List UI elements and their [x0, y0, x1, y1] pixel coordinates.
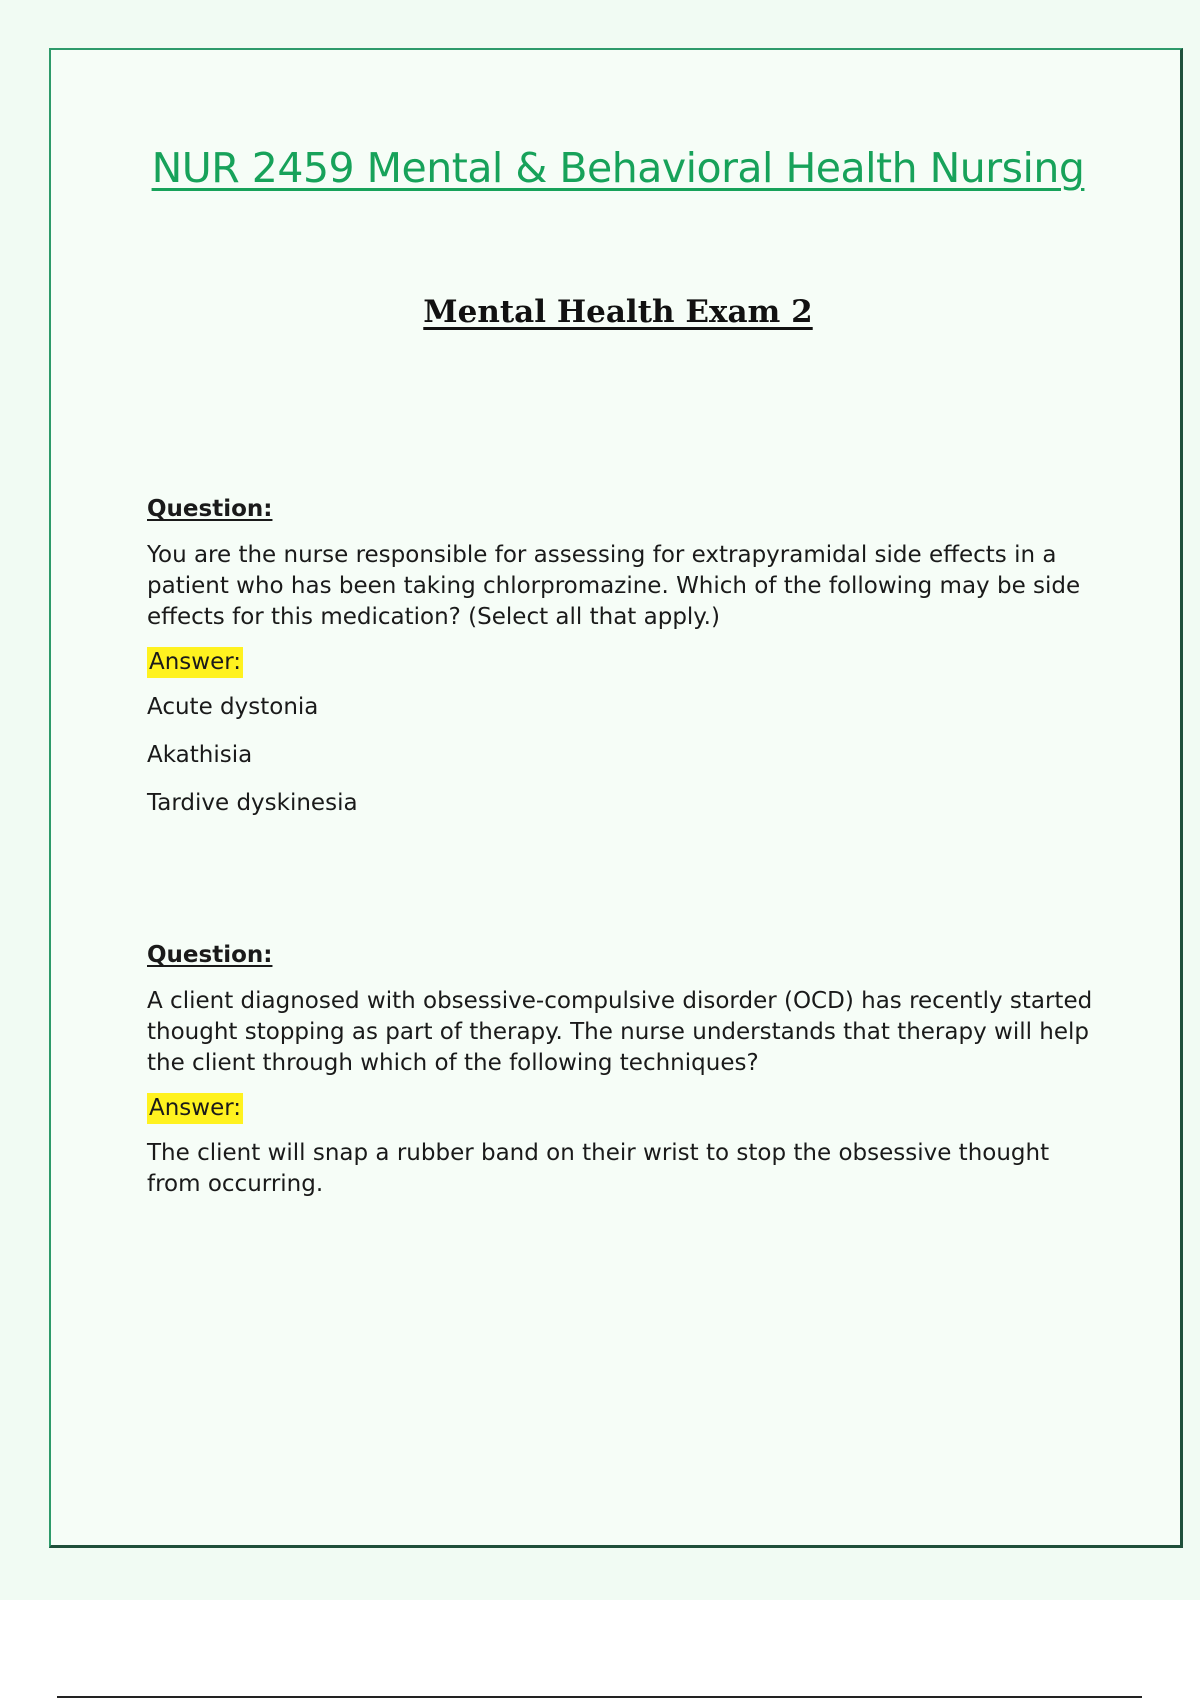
answer-item: Acute dystonia: [147, 694, 319, 720]
question-block-1: [147, 494, 1107, 836]
course-title: NUR 2459 Mental & Behavioral Health Nursing: [151, 144, 1085, 192]
answer-item: The client will snap a rubber band on their wrist to stop the obsessive thought from occurring.: [147, 1140, 1050, 1197]
answer-label: Answer:: [147, 647, 243, 678]
answer-item: Tardive dyskinesia: [147, 790, 358, 816]
answer-label: Answer:: [147, 1093, 243, 1124]
footer-divider: [57, 1696, 1142, 1698]
question-text: You are the nurse responsible for assessing for extrapyramidal side effects in a patient who has been taking chlorpromazine. Which of the following may be side effects for this medication? (Select all that apply.): [147, 542, 1081, 630]
exam-title: Mental Health Exam 2: [423, 294, 813, 330]
question-label: Question:: [147, 942, 273, 968]
question-block-2: [147, 940, 1107, 1217]
question-text: A client diagnosed with obsessive-compulsive disorder (OCD) has recently started thought stopping as part of therapy. The nurse understands that therapy will help the client through which of the following techniques?: [147, 988, 1093, 1076]
answer-item: Akathisia: [147, 742, 253, 768]
document-frame: [49, 48, 1183, 1548]
question-label: Question:: [147, 496, 273, 522]
